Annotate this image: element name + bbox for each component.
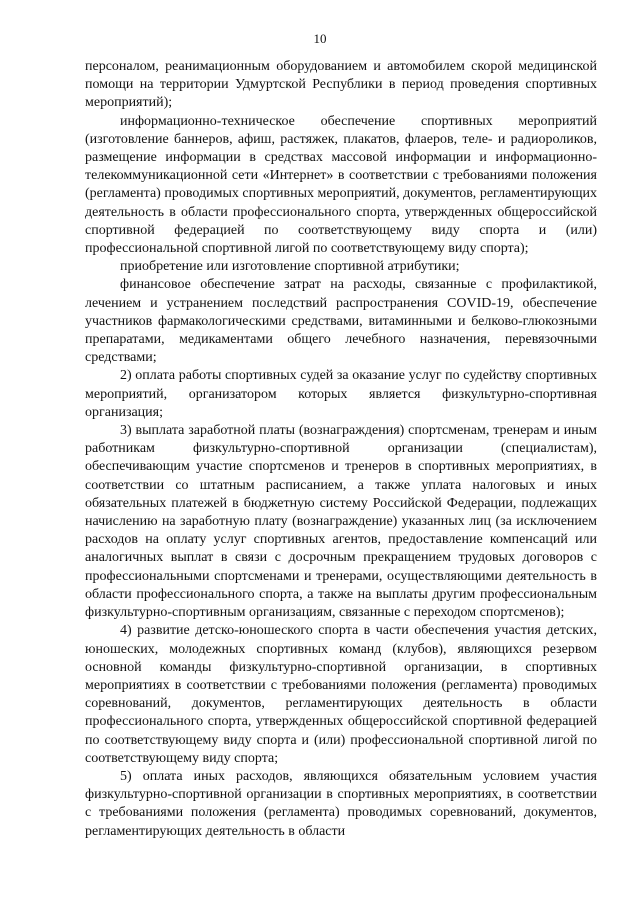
document-body [85,58,597,841]
page-number: 10 [313,31,327,46]
paragraph-item-3: 3) выплата заработной платы (вознаграждения) спортсменам, тренерам и иным работникам физкультурно-спортивной организации (специалистам), обеспечивающим участие спортсменов и тренеров в спортивных мероприятиях, в соответствии со штатным расписанием, а также уплата налоговых и иных обязательных платежей в бюджетную систему Российской Федерации, подлежащих начислению на заработную плату (вознаграждение) указанных лиц (за исключением расходов на оплату услуг спортивных агентов, предоставление компенсаций или аналогичных выплат в связи с досрочным прекращением трудовых договоров с профессиональными спортсменами и тренерами, осуществляющими деятельность в области профессионального спорта, а также на выплаты другим профессиональным физкультурно-спортивным организациям, связанные с переходом спортсменов); [85,423,597,621]
paragraph-attributes: приобретение или изготовление спортивной атрибутики; [120,259,460,275]
paragraph-info-support: информационно-техническое обеспечение спортивных мероприятий (изготовление баннеров, афиш, растяжек, плакатов, флаеров, теле- и радиороликов, размещение информации в средствах массовой информации и информационно-телекоммуникационной сети «Интернет» в соответствии с требованиями положения (регламента) проводимых спортивных мероприятий, документов, регламентирующих деятельность в области профессионального спорта, утвержденных общероссийской спортивной федерацией по соответствующему виду спорта и (или) профессиональной спортивной лигой по соответствующему виду спорта); [85,113,597,257]
paragraph-item-4: 4) развитие детско-юношеского спорта в части обеспечения участия детских, юношеских, молодежных спортивных команд (клубов), являющихся резервом основной команды физкультурно-спортивной организации, в спортивных мероприятиях в соответствии с требованиями положения (регламента) проводимых соревнований, документов, регламентирующих деятельность в области профессионального спорта, утвержденных общероссийской спортивной федерацией по соответствующему виду спорта и (или) профессиональной спортивной лигой по соответствующему виду спорта; [85,623,597,766]
paragraph-covid-expenses: финансовое обеспечение затрат на расходы, связанные с профилактикой, лечением и устранением последствий распространения COVID-19, обеспечение участников фармакологическими средствами, витаминными и белково-глюкозными препаратами, медикаментами общего лечебного назначения, перевязочными средствами; [85,277,597,366]
paragraph-item-2: 2) оплата работы спортивных судей за оказание услуг по судейству спортивных мероприятий, организатором которых является физкультурно-спортивная организация; [85,368,597,420]
paragraph-continuation: персоналом, реанимационным оборудованием и автомобилем скорой медицинской помощи на территории Удмуртской Республики в период проведения спортивных мероприятий); [85,59,597,111]
paragraph-item-5: 5) оплата иных расходов, являющихся обязательным условием участия физкультурно-спортивной организации в спортивных мероприятиях, в соответствии с требованиями положения (регламента) проводимых соревнований, документов, регламентирующих деятельность в области [85,768,597,839]
